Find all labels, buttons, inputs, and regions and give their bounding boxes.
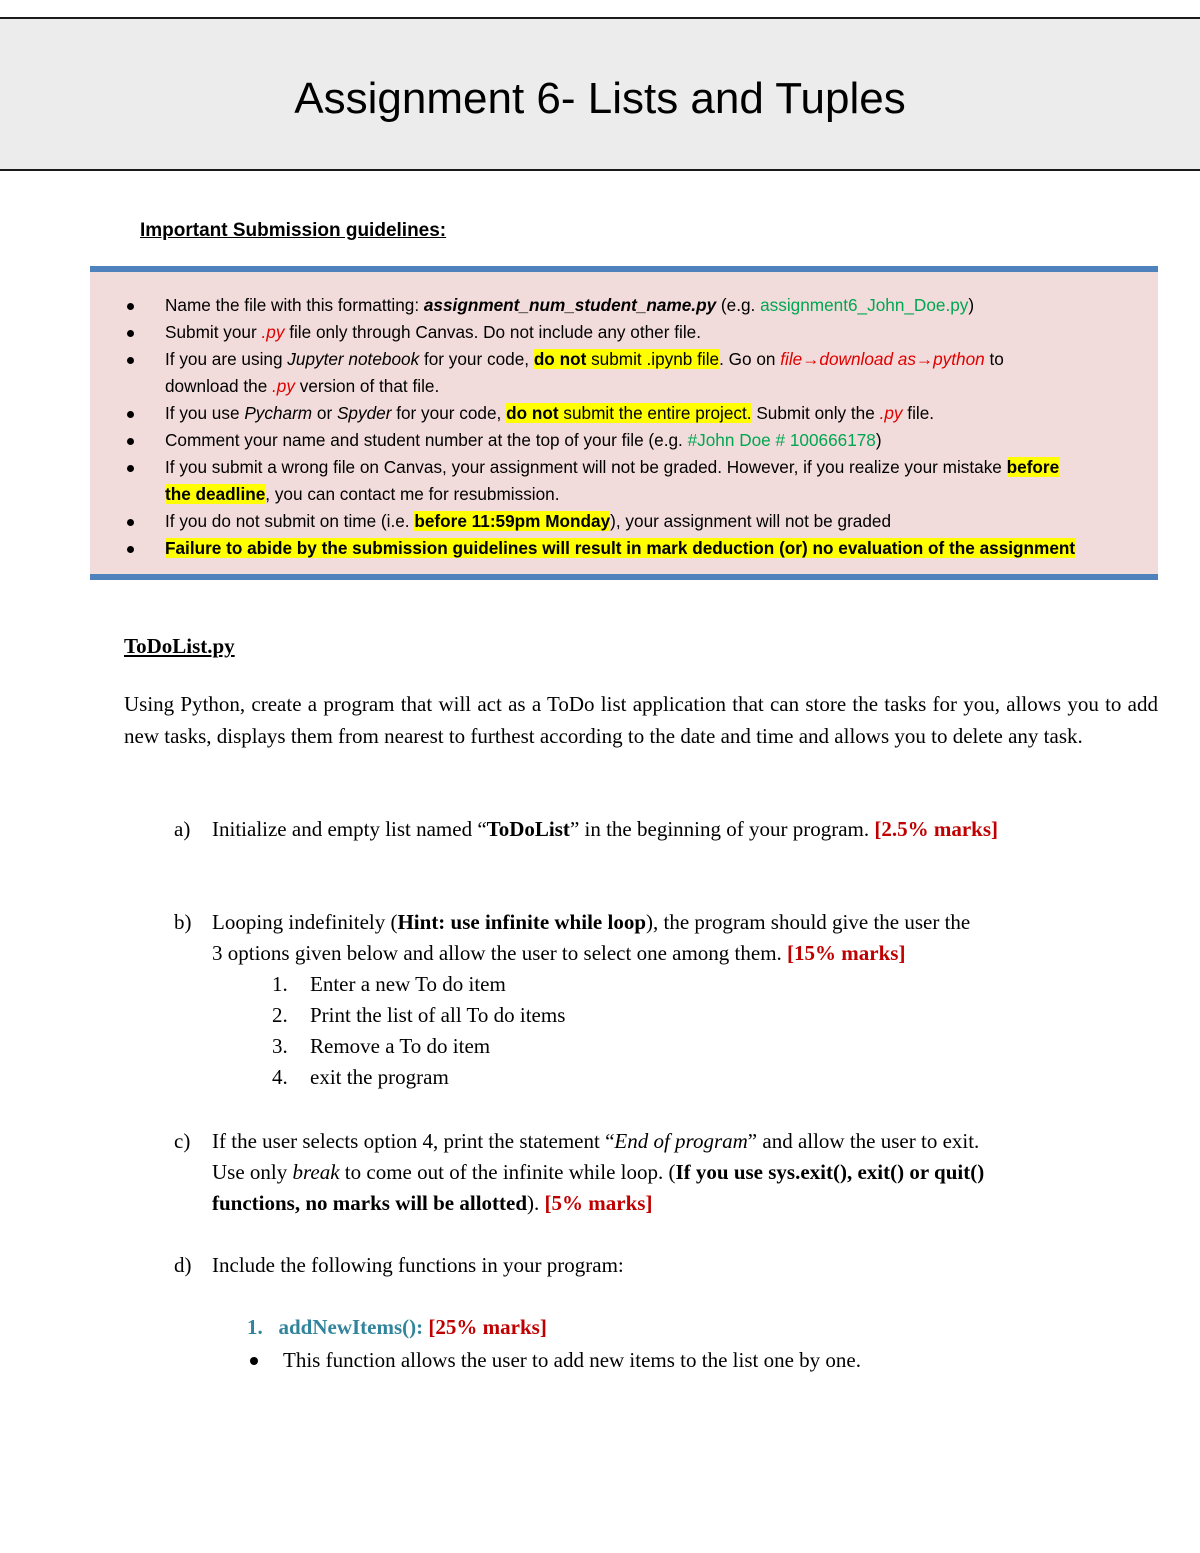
bullet-icon [127,546,134,553]
guidelines-list [90,292,1158,562]
intro-paragraph: Using Python, create a program that will act as a ToDo list application that can store the tasks for you, allows you to add new tasks, displays them from nearest to furthest according to the date and time and allows you to delete any task. [124,692,1158,748]
bullet-icon [127,330,134,337]
bullet-icon [127,411,134,418]
item-c: c) If the user selects option 4, print the statement “End of program” and allow the user to exit. Use only break to come out of the infinite while loop. (If you use sys.exit(), exit() or quit() functions, no marks will be allotted). [5% marks] [174,1129,985,1215]
options-list [212,969,1114,1093]
bullet-icon [127,438,134,445]
item-b: b) Looping indefinitely (Hint: use infinite while loop), the program should give the user the 3 options given below and allow the user to select one among them. [15% marks] 1. Enter a new To do item 2. Print the list of all To do items 3. Remove a To do item 4. exit the program [174,907,1114,1093]
list-item: 1. Enter a new To do item [272,972,506,996]
list-item: 4. exit the program [272,1065,449,1089]
list-item: 3. Remove a To do item [272,1034,491,1058]
title-band [0,17,1200,171]
bullet-icon [127,357,134,364]
bullet-icon [250,1357,258,1365]
guideline-item: Failure to abide by the submission guidelines will result in mark deduction (or) no evaluation of the assignment [127,535,1185,562]
guideline-item: If you are using Jupyter notebook for your code, do not submit .ipynb file. Go on file→download as→python to download the .py version of that file. [127,346,1185,400]
guideline-item: Submit your .py file only through Canvas. Do not include any other file. [127,319,1185,346]
list-item: 2. Print the list of all To do items [272,1003,566,1027]
guideline-item: If you do not submit on time (i.e. before 11:59pm Monday), your assignment will not be graded [127,508,1185,535]
bullet-icon [127,303,134,310]
function-description: This function allows the user to add new items to the list one by one. [247,1345,861,1376]
guidelines-box [90,266,1158,580]
item-a: a) Initialize and empty list named “ToDoList” in the beginning of your program. [2.5% marks] [174,817,999,841]
guideline-item: If you use Pycharm or Spyder for your code, do not submit the entire project. Submit only the .py file. [127,400,1185,427]
bullet-icon [127,465,134,472]
guideline-item: Name the file with this formatting: assignment_num_student_name.py (e.g. assignment6_John_Doe.py) [127,292,1185,319]
function-heading: 1. addNewItems(): [25% marks] [247,1315,547,1339]
item-d: d) Include the following functions in your program: [174,1253,624,1277]
guidelines-heading: Important Submission guidelines: [140,220,447,241]
guideline-item: Comment your name and student number at the top of your file (e.g. #John Doe # 100666178) [127,427,1185,454]
section-title: ToDoList.py [124,634,235,658]
page-title: Assignment 6- Lists and Tuples [294,74,906,123]
bullet-icon [127,519,134,526]
guideline-item: If you submit a wrong file on Canvas, your assignment will not be graded. However, if you realize your mistake before the deadline, you can contact me for resubmission. [127,454,1185,508]
